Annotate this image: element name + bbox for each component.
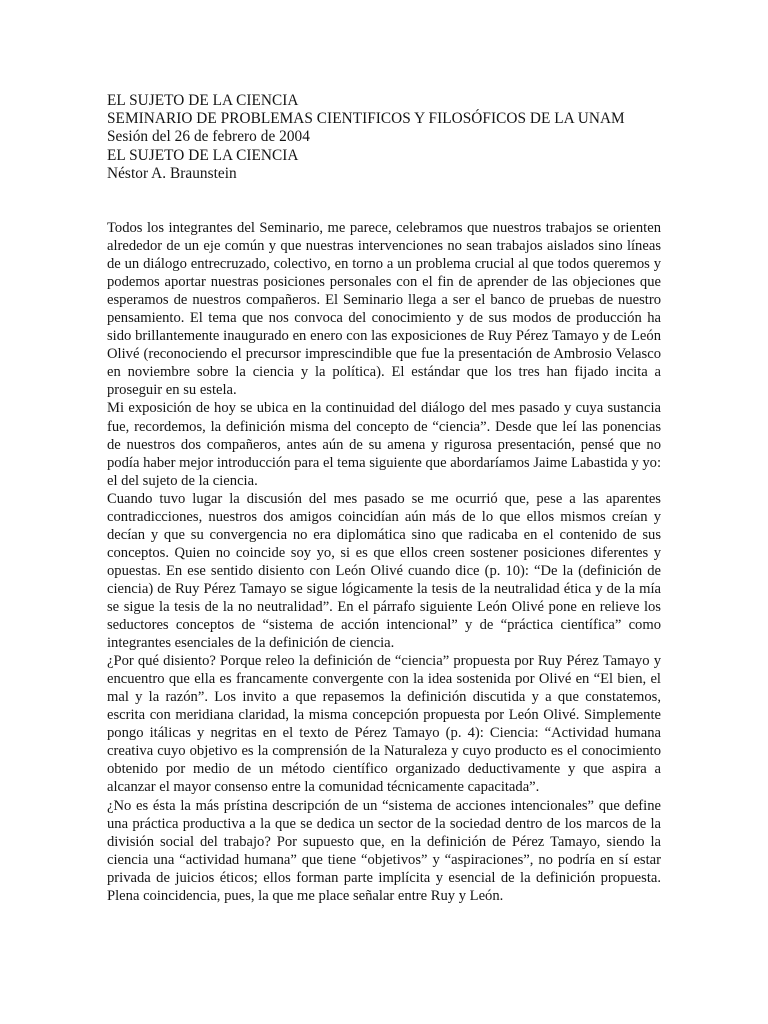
- body-paragraph: Todos los integrantes del Seminario, me parece, celebramos que nuestros trabajos se orienten alrededor de un eje común y que nuestras intervenciones no sean trabajos aislados sino líneas de un diálogo entrecruzado, colectivo, en torno a un problema crucial al que todos queremos y podemos aportar nuestras posiciones personales con el fin de aprender de las objeciones que esperamos de nuestros compañeros. El Seminario llega a ser el banco de pruebas de nuestro pensamiento. El tema que nos convoca del conocimiento y de sus modos de producción ha sido brillantemente inaugurado en enero con las exposiciones de Ruy Pérez Tamayo y de León Olivé (reconociendo el precursor imprescindible que fue la presentación de Ambrosio Velasco en noviembre sobre la ciencia y la política). El estándar que los tres han fijado incita a proseguir en su estela.: [107, 220, 661, 399]
- document-body: [107, 219, 661, 905]
- document-page: [107, 92, 661, 905]
- document-title: EL SUJETO DE LA CIENCIA: [107, 92, 299, 109]
- body-paragraph: ¿Por qué disiento? Porque releo la definición de “ciencia” propuesta por Ruy Pérez Tamayo y encuentro que ella es francamente convergente con la idea sostenida por Olivé en “El bien, el mal y la razón”. Los invito a que repasemos la definición discutida y a que constatemos, escrita con meridiana claridad, la misma concepción propuesta por León Olivé. Simplemente pongo itálicas y negritas en el texto de Pérez Tamayo (p. 4): Ciencia: “Actividad humana creativa cuyo objetivo es la comprensión de la Naturaleza y cuyo producto es el conocimiento obtenido por medio de un método científico organizado deductivamente y que aspira a alcanzar el mayor consenso entre la comunidad técnicamente capacitada”.: [107, 653, 661, 796]
- talk-title: EL SUJETO DE LA CIENCIA: [107, 146, 299, 164]
- author-name: Néstor A. Braunstein: [107, 164, 237, 182]
- seminar-name: SEMINARIO DE PROBLEMAS CIENTIFICOS Y FILOSÓFICOS DE LA UNAM: [107, 110, 625, 128]
- document-header: [107, 92, 661, 183]
- session-date: Sesión del 26 de febrero de 2004: [107, 128, 310, 146]
- body-paragraph: ¿No es ésta la más prístina descripción de un “sistema de acciones intencionales” que define una práctica productiva a la que se dedica un sector de la sociedad dentro de los marcos de la división social del trabajo? Por supuesto que, en la definición de Pérez Tamayo, siendo la ciencia una “actividad humana” que tiene “objetivos” y “aspiraciones”, no podría en sí estar privada de juicios éticos; ellos forman parte implícita y esencial de la definición propuesta. Plena coincidencia, pues, la que me place señalar entre Ruy y León.: [107, 797, 661, 904]
- body-paragraph: Mi exposición de hoy se ubica en la continuidad del diálogo del mes pasado y cuya sustancia fue, recordemos, la definición misma del concepto de “ciencia”. Desde que leí las ponencias de nuestros dos compañeros, antes aún de su amena y rigurosa presentación, pensé que no podía haber mejor introducción para el tema siguiente que abordaríamos Jaime Labastida y yo: el del sujeto de la ciencia.: [107, 400, 661, 489]
- header-spacer: [107, 183, 661, 219]
- body-paragraph: Cuando tuvo lugar la discusión del mes pasado se me ocurrió que, pese a las aparentes contradicciones, nuestros dos amigos coincidían aún más de lo que ellos mismos creían y decían y que su convergencia no era diplomática sino que radicaba en el contenido de sus conceptos. Quien no coincide soy yo, si es que ellos creen sostener posiciones diferentes y opuestas. En ese sentido disiento con León Olivé cuando dice (p. 10): “De la (definición de ciencia) de Ruy Pérez Tamayo se sigue lógicamente la tesis de la neutralidad ética y de la mía se sigue la tesis de la no neutralidad”. En el párrafo siguiente León Olivé pone en relieve los seductores conceptos de “sistema de acción intencional” y de “práctica científica” como integrantes esenciales de la definición de ciencia.: [107, 490, 661, 652]
